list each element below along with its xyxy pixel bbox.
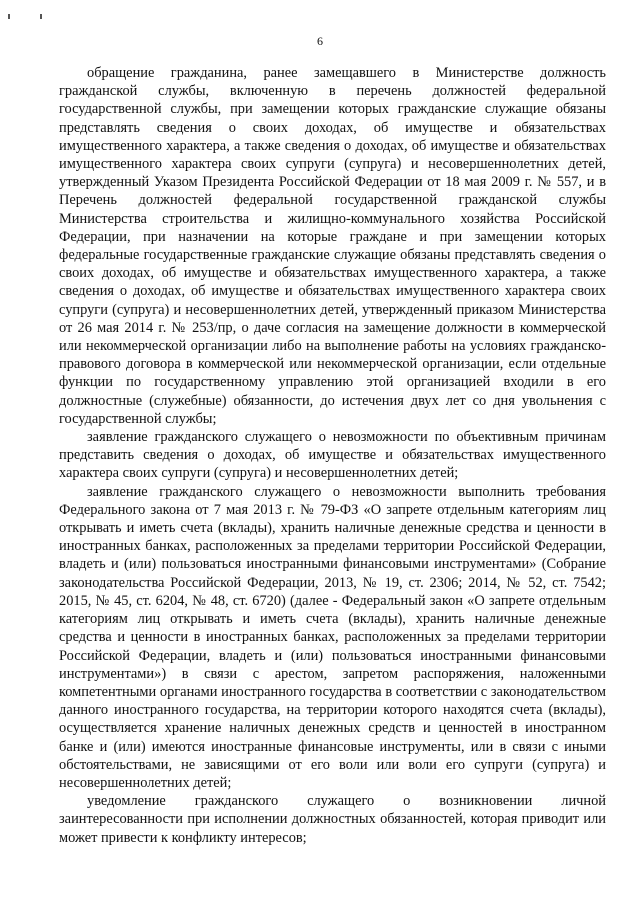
page-number: 6 <box>317 34 323 48</box>
paragraph-2: заявление гражданского служащего о невозможности по объективным причинам представить сведения о доходах, об имуществе и обязательствах имущественного характера своих супруги (супруга) и несовершеннолетних детей; <box>59 429 606 482</box>
paragraph-1: обращение гражданина, ранее замещавшего в Министерстве должность гражданской службы, включенную в перечень должностей федеральной государственной службы, при замещении которых гражданские служащие обязаны представлять сведения о своих доходах, об имуществе и обязательствах имущественного характера, а также сведения о доходах, об имуществе и обязательствах имущественного характера своих супруги (супруга) и несовершеннолетних детей, утвержденный Указом Президента Российской Федерации от 18 мая 2009 г. № 557, и в Перечень должностей федеральной государственной гражданской службы Министерства строительства и жилищно-коммунального хозяйства Российской Федерации, при назначении на которые граждане и при замещении которых федеральные государственные гражданские служащие обязаны представлять сведения о своих доходах, об имуществе и обязательствах имущественного характера, а также сведения о доходах, об имуществе и обязательствах имущественного характера своих супруги (супруга) и несовершеннолетних детей, утвержденный приказом Министерства от 26 мая 2014 г. № 253/пр, о даче согласия на замещение должности в коммерческой или некоммерческой организации либо на выполнение работы на условиях гражданско-правового договора в коммерческой или некоммерческой организации, если отдельные функции по государственному управлению этой организацией входили в его должностные (служебные) обязанности, до истечения двух лет со дня увольнения с государственной службы; <box>59 65 606 427</box>
paragraph-4: уведомление гражданского служащего о возникновении личной заинтересованности при исполнении должностных обязанностей, которая приводит или может привести к конфликту интересов; <box>59 793 606 846</box>
scan-mark <box>8 14 10 19</box>
scan-mark <box>40 14 42 19</box>
paragraph-3: заявление гражданского служащего о невозможности выполнить требования Федерального закона от 7 мая 2013 г. № 79-ФЗ «О запрете отдельным категориям лиц открывать и иметь счета (вклады), хранить наличные денежные средства и ценности в иностранных банках, расположенных за пределами территории Российской Федерации, владеть и (или) пользоваться иностранными финансовыми инструментами» (Собрание законодательства Российской Федерации, 2013, № 19, ст. 2306; 2014, № 52, ст. 7542; 2015, № 45, ст. 6204, № 48, ст. 6720) (далее - Федеральный закон «О запрете отдельным категориям лиц открывать и иметь счета (вклады), хранить наличные денежные средства и ценности в иностранных банках, расположенных за пределами территории Российской Федерации, владеть и (или) пользоваться иностранными финансовыми инструментами») в связи с арестом, запретом распоряжения, наложенными компетентными органами иностранного государства в соответствии с законодательством данного иностранного государства, на территории которого находятся счета (вклады), осуществляется хранение наличных денежных средств и ценностей в иностранном банке и (или) имеются иностранные финансовые инструменты, или в связи с иными обстоятельствами, не зависящими от его воли или воли его супруги (супруга) и несовершеннолетних детей; <box>59 483 606 791</box>
document-body <box>59 64 606 847</box>
